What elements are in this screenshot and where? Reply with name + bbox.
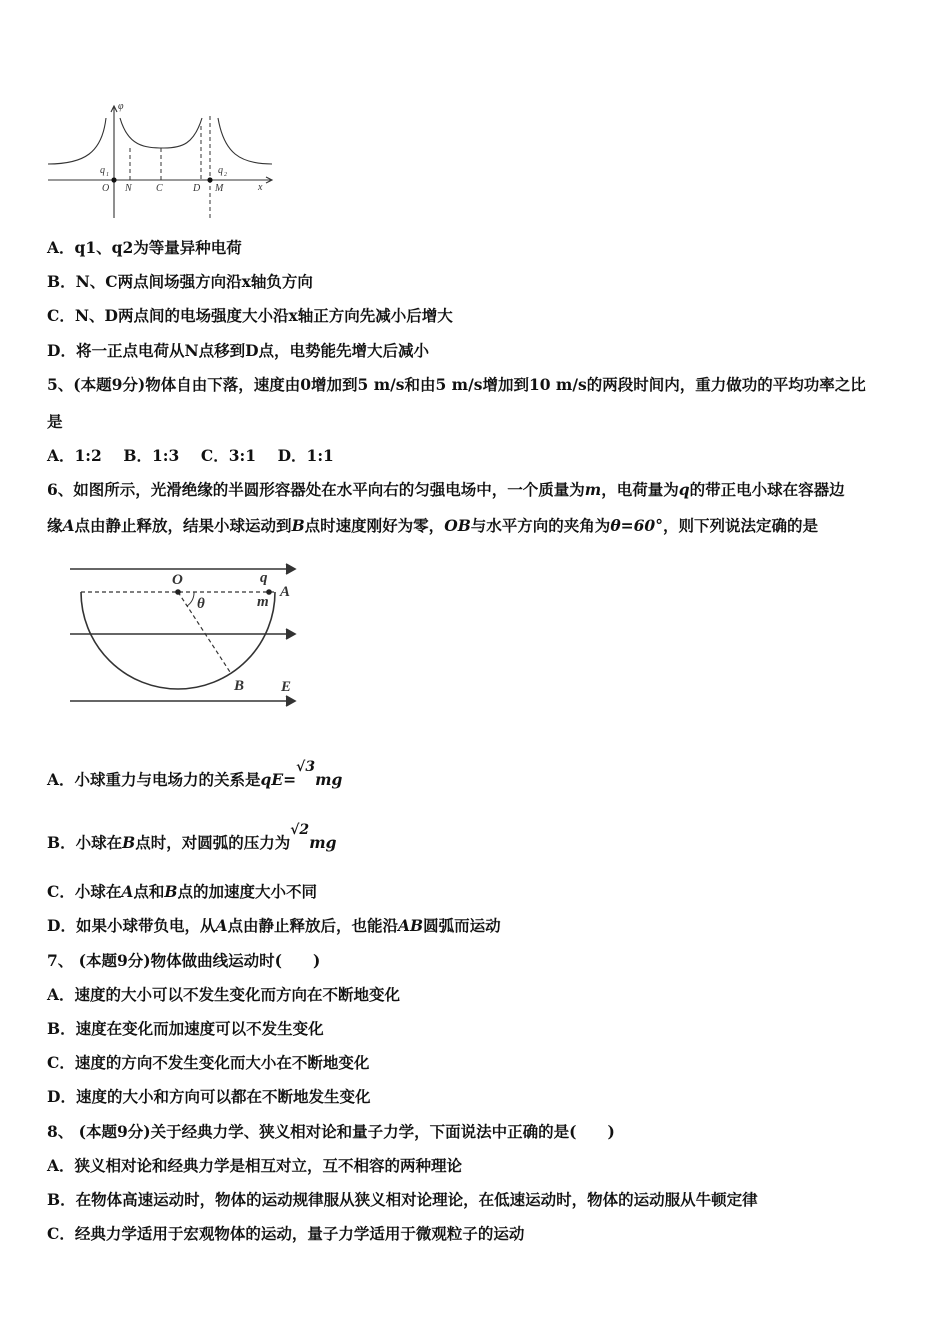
charge-q1-dot [111,177,116,182]
svg-text:1: 1 [106,172,109,178]
charge-q2-dot [207,177,212,182]
q8-option-b: B．在物体高速运动时，物体的运动规律服从狭义相对论理论，在低速运动时，物体的运动服从牛顿定律 [47,1190,758,1209]
q7-option-d: D．速度的大小和方向可以都在不断地发生变化 [47,1087,371,1106]
potential-graph-figure [44,98,279,220]
q6-option-a: A．小球重力与电场力的关系是qE=√3mg [47,759,343,789]
q5-stem-line1: 5、(本题9分)物体自由下落，速度由0增加到5 m/s和由5 m/s增加到10 m/s的两段时间内，重力做功的平均功率之比 [47,375,866,394]
q6-option-b: B．小球在B点时，对圆弧的压力为√2mg [47,822,337,852]
q5-options: A．1:2 B．1:3 C．3:1 D．1:1 [47,446,334,465]
label-C: C [156,183,163,194]
q4-option-a: A．q1、q2为等量异种电荷 [47,238,242,257]
q7-option-c: C．速度的方向不发生变化而大小在不断地变化 [47,1053,370,1072]
label-O: O [102,183,110,194]
q8-option-a: A．狭义相对论和经典力学是相互对立，互不相容的两种理论 [47,1156,463,1175]
label-m: m [257,594,269,610]
q4-option-b: B．N、C两点间场强方向沿x轴负方向 [47,272,313,291]
label-A: A [280,584,291,600]
label-N: N [125,183,132,194]
axis-y-label: φ [118,101,124,112]
q7-option-a: A．速度的大小可以不发生变化而方向在不断地变化 [47,985,401,1004]
semicircle-field-figure [64,562,304,708]
q7-option-b: B．速度在变化而加速度可以不发生变化 [47,1019,324,1038]
q8-option-c: C．经典力学适用于宏观物体的运动，量子力学适用于微观粒子的运动 [47,1224,525,1243]
q7-stem: 7、 (本题9分)物体做曲线运动时( ) [47,951,321,970]
center-O-dot [175,589,181,595]
q4-option-c: C．N、D两点间的电场强度大小沿x轴正方向先减小后增大 [47,306,453,325]
label-E: E [281,679,292,695]
label-D: D [193,183,201,194]
middle-potential-curve [120,118,202,148]
right-potential-curve [218,118,272,164]
q2-label: q [218,165,223,176]
label-M: M [215,183,224,194]
q5-stem-line2: 是 [47,412,63,431]
q6-option-d: D．如果小球带负电，从A点由静止释放后，也能沿AB圆弧而运动 [47,916,501,935]
q6-stem-line2: 缘A点由静止释放，结果小球运动到B点时速度刚好为零，OB与水平方向的夹角为θ=60°，则下列说法定确的是 [47,516,818,535]
q4-option-d: D．将一正点电荷从N点移到D点，电势能先增大后减小 [47,341,430,360]
semicircle-container [81,592,275,689]
svg-text:2: 2 [224,172,227,178]
q1-label: q [100,165,105,176]
left-potential-curve [48,118,106,164]
q6-stem-line1: 6、如图所示，光滑绝缘的半圆形容器处在水平向右的匀强电场中，一个质量为m，电荷量为q的带正电小球在容器边 [47,480,845,499]
label-B: B [234,678,245,694]
q6-option-c: C．小球在A点和B点的加速度大小不同 [47,882,318,901]
axis-x-label: x [258,182,263,193]
label-theta: θ [197,596,205,612]
label-O: O [172,572,183,588]
label-q: q [260,570,268,586]
q8-stem: 8、 (本题9分)关于经典力学、狭义相对论和量子力学，下面说法中正确的是( ) [47,1122,615,1141]
